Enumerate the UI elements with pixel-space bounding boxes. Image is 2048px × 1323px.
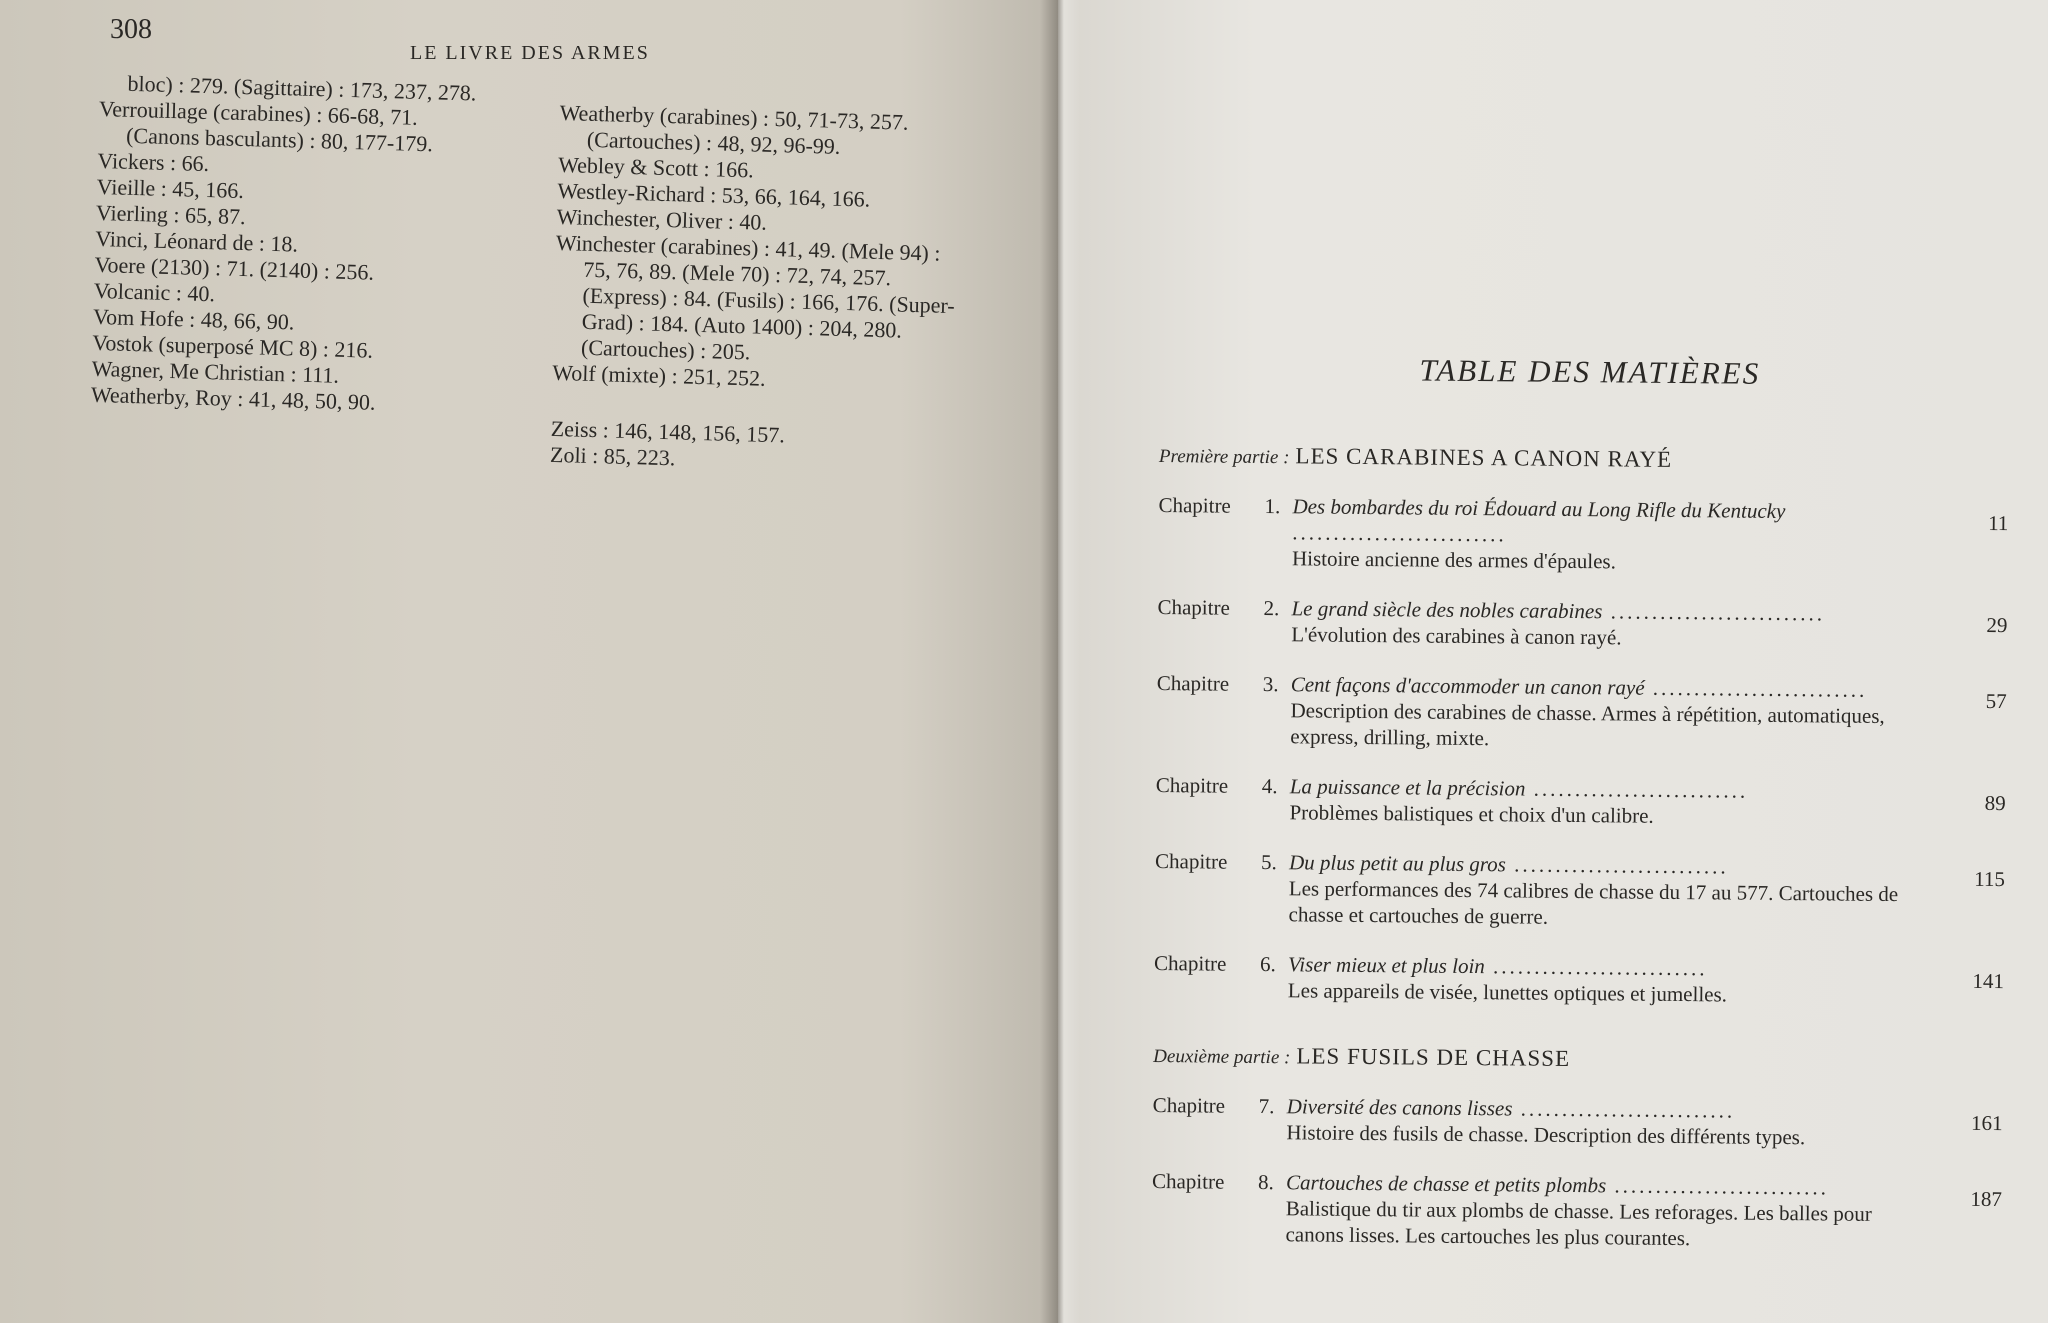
chapter-description: Problèmes balistiques et choix d'un calibre. (1289, 800, 1654, 828)
chapter-body (1288, 849, 1919, 933)
dot-leader: .......................... (1505, 852, 1729, 879)
chapter-description: Les performances des 74 calibres de chasse du 17 au 577. Cartouches de chasse et cartouches de guerre. (1288, 876, 1899, 929)
chapter-label: Chapitre (1152, 1092, 1226, 1118)
index-column-2 (550, 100, 970, 479)
chapter-page-number: 115 (1974, 866, 2006, 892)
index-entry: Winchester, Oliver : 40. (556, 203, 768, 235)
index-column-1 (91, 70, 530, 420)
part-label: Deuxième partie : (1153, 1045, 1291, 1069)
chapter-title: Le grand siècle des nobles carabines (1291, 596, 1603, 624)
chapter-page-number: 141 (1972, 968, 2005, 994)
index-entry: Voere (2130) : 71. (2140) : 256. (94, 251, 375, 285)
part-name: LES FUSILS DE CHASSE (1296, 1043, 1571, 1071)
chapter-page-number: 11 (1988, 510, 2009, 536)
chapter-label: Chapitre (1154, 950, 1227, 976)
chapter-description: Histoire ancienne des armes d'épaules. (1291, 546, 1617, 574)
table-of-contents (1151, 350, 2020, 1278)
chapter-description: Balistique du tir aux plombs de chasse. Les reforages. Les balles pour canons lisses. Les cartouches les plus courantes. (1285, 1196, 1872, 1251)
chapter-page-number: 187 (1970, 1186, 2003, 1212)
chapter-body (1289, 773, 1919, 831)
chapter-number: 7. (1258, 1093, 1275, 1119)
dot-leader: .......................... (1292, 520, 1507, 547)
part-name: LES CARABINES A CANON RAYÉ (1295, 443, 1673, 472)
chapter-label: Chapitre (1154, 848, 1228, 874)
chapter-description: L'évolution des carabines à canon rayé. (1291, 622, 1622, 650)
chapter-page-number: 89 (1984, 790, 2006, 816)
chapter-label: Chapitre (1158, 492, 1231, 518)
index-entry: Westley-Richard : 53, 66, 164, 166. (557, 177, 871, 212)
index-entry: Wagner, Me Christian : 111. (91, 355, 340, 388)
chapter-label: Chapitre (1151, 1168, 1225, 1194)
page-number: 308 (110, 14, 152, 45)
index-entry: Volcanic : 40. (93, 277, 216, 307)
chapter-number: 3. (1262, 672, 1279, 697)
toc-chapter-entry (1158, 492, 2019, 578)
index-entry: Zeiss : 146, 148, 156, 157. (550, 415, 786, 448)
index-entry: Wolf (mixte) : 251, 252. (552, 359, 766, 391)
chapter-title-line (1292, 493, 1922, 551)
chapter-description: Histoire des fusils de chasse. Description des différents types. (1286, 1120, 1806, 1150)
index-entry: Vostok (superposé MC 8) : 216. (92, 329, 374, 363)
index-entry: Zoli : 85, 223. (549, 441, 676, 471)
chapter-body (1286, 1093, 1916, 1151)
index-entry: Vieille : 45, 166. (96, 173, 245, 204)
dot-leader: .......................... (1644, 675, 1868, 702)
chapter-title: Cent façons d'accommoder un canon rayé (1290, 672, 1645, 700)
part-heading (1159, 442, 2019, 476)
running-head: LE LIVRE DES ARMES (410, 42, 650, 64)
dot-leader: .......................... (1525, 776, 1749, 803)
toc-chapter-entry (1155, 772, 2015, 832)
chapter-description: Description des carabines de chasse. Armes à répétition, automatiques, express, drilling, mixte. (1290, 698, 1885, 751)
chapter-number: 2. (1263, 596, 1280, 621)
chapter-body (1285, 1169, 1916, 1253)
index-entry: Vickers : 66. (97, 147, 210, 177)
chapter-body (1288, 951, 1918, 1009)
chapter-label: Chapitre (1156, 670, 1230, 696)
dot-leader: .......................... (1484, 954, 1708, 981)
chapter-body (1292, 493, 1923, 577)
toc-chapter-entry (1154, 950, 2014, 1010)
index-entry: (Cartouches) : 48, 92, 96-99. (586, 126, 841, 159)
chapter-page-number: 161 (1971, 1110, 2003, 1136)
chapter-number: 6. (1259, 951, 1276, 977)
chapter-number: 5. (1260, 849, 1277, 875)
chapter-number: 4. (1261, 773, 1278, 799)
chapter-page-number: 57 (1985, 688, 2007, 714)
index-entry: (Canons basculants) : 80, 177-179. (125, 122, 434, 157)
chapter-title: Viser mieux et plus loin (1287, 952, 1485, 979)
chapter-page-number: 29 (1986, 612, 2008, 638)
index-entry: Weatherby (carabines) : 50, 71-73, 257. (559, 100, 909, 135)
part-label: Première partie : (1158, 445, 1290, 469)
index-entry: Vinci, Léonard de : 18. (94, 225, 299, 257)
dot-leader: .......................... (1606, 1173, 1830, 1200)
chapter-description: Les appareils de visée, lunettes optiques et jumelles. (1287, 978, 1728, 1007)
index-entry: Verrouillage (carabines) : 66-68, 71. (98, 95, 419, 130)
index-entry: Weatherby, Roy : 41, 48, 50, 90. (90, 381, 376, 415)
index-entry: Webley & Scott : 166. (557, 151, 755, 183)
index-entry: Vom Hofe : 48, 66, 90. (92, 303, 295, 335)
chapter-title: Diversité des canons lisses (1286, 1094, 1513, 1121)
chapter-label: Chapitre (1155, 772, 1229, 798)
chapter-number: 8. (1257, 1169, 1274, 1195)
toc-chapter-entry (1157, 594, 2017, 654)
toc-chapter-entry (1154, 848, 2015, 934)
chapter-body (1290, 671, 1921, 755)
dot-leader: .......................... (1512, 1096, 1736, 1123)
index-entry: Winchester (carabines) : 41, 49. (Mele 94) : 75, 76, 89. (Mele 70) : 72, 74, 257. (Express) : 84. (Fusils) : 166, 176. (Super-Grad) : 184. (Auto 1400) : 204, 280. (Cartouches) : 205. (555, 229, 956, 365)
toc-title: TABLE DES MATIÈRES (1419, 352, 1761, 391)
chapter-title: La puissance et la précision (1289, 774, 1526, 801)
book-gutter (1040, 0, 1080, 1323)
index-entry: bloc) : 279. (Sagittaire) : 173, 237, 278. (127, 70, 477, 106)
chapter-label: Chapitre (1157, 594, 1230, 620)
toc-chapter-entry (1156, 670, 2017, 756)
index-entry: Vierling : 65, 87. (95, 199, 246, 230)
toc-chapter-entry (1151, 1168, 2012, 1254)
chapter-title: Cartouches de chasse et petits plombs (1285, 1170, 1607, 1198)
chapter-title: Du plus petit au plus gros (1288, 850, 1507, 877)
chapter-body (1291, 595, 1921, 653)
chapter-number: 1. (1264, 494, 1281, 519)
chapter-title: Des bombardes du roi Édouard au Long Rifle du Kentucky (1292, 494, 1786, 524)
toc-chapter-entry (1152, 1092, 2012, 1152)
dot-leader: .......................... (1602, 599, 1826, 626)
